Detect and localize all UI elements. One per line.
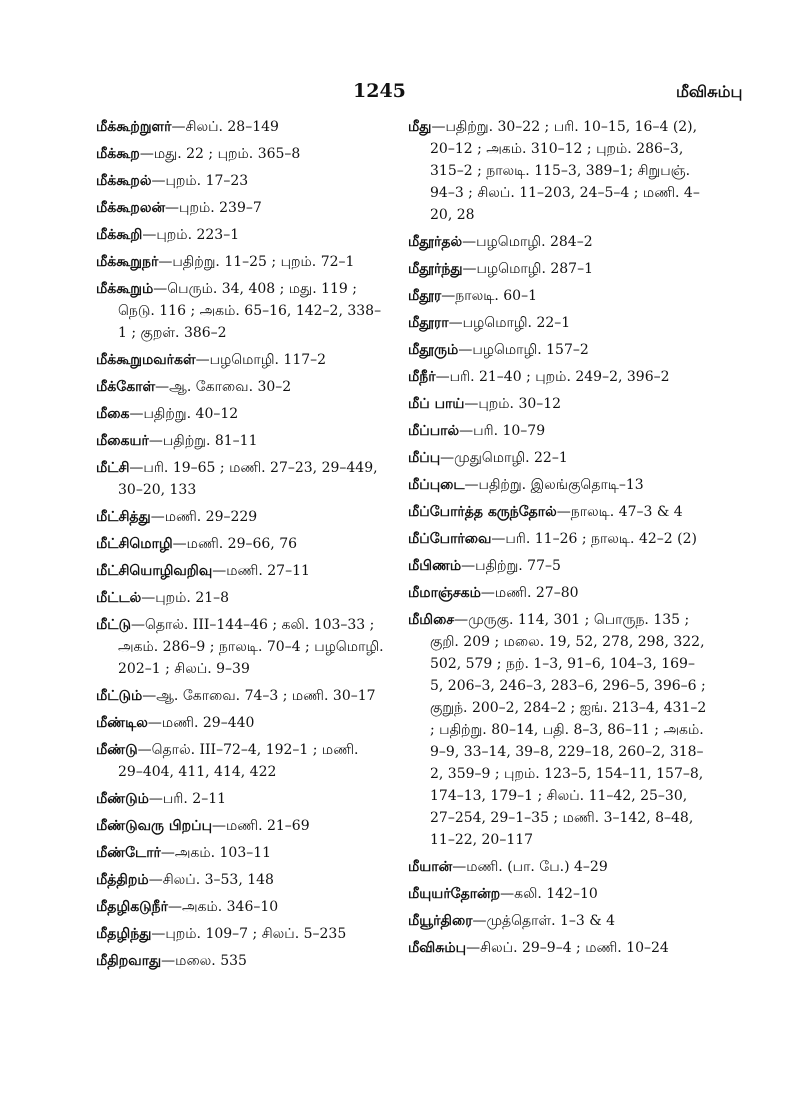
- index-entry: [408, 231, 708, 253]
- entry-headword: மீக்கூறும்: [96, 281, 154, 297]
- entry-references: —புறம். 223–1: [142, 227, 240, 243]
- entry-headword: மீட்டு: [96, 617, 131, 633]
- index-entry: [408, 555, 708, 577]
- entry-references: —பதிற்று. 30–22 ; பரி. 10–15, 16–4 (2), 20–12 ; அகம். 310–12 ; புறம். 286–3, 315–2 ; நாலடி. 115–3, 389–1; சிறுபஞ். 94–3 ; சிலப். 11–203, 24–5–4 ; மணி. 4–20, 28: [430, 119, 700, 223]
- entry-headword: மீதூரும்: [408, 342, 459, 358]
- entry-headword: மீட்சிமொழி: [96, 536, 173, 552]
- entry-references: —மணி. 27–11: [212, 563, 310, 579]
- index-entry: [96, 685, 386, 707]
- index-entry: [408, 474, 708, 496]
- entry-headword: மீப்பால்: [408, 423, 460, 439]
- entry-references: —பழமொழி. 287–1: [462, 261, 593, 277]
- entry-references: —பதிற்று. 40–12: [129, 406, 239, 422]
- entry-references: —பெரும். 34, 408 ; மது. 119 ; நெடு. 116 ; அகம். 65–16, 142–2, 338–1 ; குறள். 386–2: [118, 281, 382, 341]
- index-entry: [96, 560, 386, 582]
- entry-references: —புறம். 239–7: [165, 200, 262, 216]
- index-entry: [408, 582, 708, 604]
- entry-headword: மீண்டும்: [96, 791, 149, 807]
- index-entry: [96, 197, 386, 219]
- index-entry: [96, 614, 386, 680]
- entry-headword: மீண்டுவரு பிறப்பு: [96, 818, 212, 834]
- entry-references: —மணி. 29–440: [147, 715, 255, 731]
- index-entry: [408, 528, 708, 550]
- index-entry: [96, 712, 386, 734]
- index-entry: [96, 224, 386, 246]
- index-entry: [408, 420, 708, 442]
- entry-references: —தொல். III–144–46 ; கலி. 103–33 ; அகம். 286–9 ; நாலடி. 70–4 ; பழமொழி. 202–1 ; சிலப். 9–39: [118, 617, 384, 677]
- entry-references: —முதுமொழி. 22–1: [440, 450, 568, 466]
- index-entry: [96, 376, 386, 398]
- index-entry: [408, 258, 708, 280]
- entry-headword: மீப்புடை: [408, 477, 465, 493]
- index-entry: [96, 251, 386, 273]
- entry-references: —அகம். 346–10: [167, 899, 279, 915]
- entry-headword: மீதூரா: [408, 315, 449, 331]
- entry-references: —புறம். 17–23: [151, 173, 249, 189]
- index-entry: [96, 739, 386, 783]
- entry-headword: மீட்சியொழிவறிவு: [96, 563, 213, 579]
- index-entry: [96, 457, 386, 501]
- index-entry: [96, 349, 386, 371]
- index-entry: [96, 278, 386, 344]
- entry-headword: மீப்போர்வை: [408, 531, 492, 547]
- index-entry: [408, 366, 708, 388]
- index-entry: [408, 312, 708, 334]
- entry-headword: மீட்சித்து: [96, 509, 151, 525]
- entry-headword: மீக்கோள்: [96, 379, 156, 395]
- entry-references: —பதிற்று. இலங்குதொடி–13: [464, 477, 644, 493]
- index-entry: [408, 285, 708, 307]
- entry-headword: மீப்போர்த்த கருந்தோல்: [408, 504, 557, 520]
- index-entry: [96, 869, 386, 891]
- entry-headword: மீபிணம்: [408, 558, 462, 574]
- entry-headword: மீவிசும்பு: [408, 940, 467, 956]
- entry-headword: மீநீர்: [408, 369, 436, 385]
- entry-headword: மீப் பாய்: [408, 396, 465, 412]
- index-entry: [408, 393, 708, 415]
- entry-references: —கலி. 142–10: [500, 886, 598, 902]
- entry-references: —பரி. 10–79: [459, 423, 546, 439]
- running-head: மீவிசும்பு: [676, 82, 743, 101]
- entry-references: —பதிற்று. 77–5: [461, 558, 561, 574]
- entry-references: —அகம். 103–11: [160, 845, 272, 861]
- index-entry: [408, 883, 708, 905]
- entry-references: —மணி. 27–80: [480, 585, 579, 601]
- entry-references: —மணி. 29–229: [150, 509, 258, 525]
- entry-references: —புறம். 109–7 ; சிலப். 5–235: [151, 926, 347, 942]
- left-column: [96, 116, 386, 977]
- entry-headword: மீப்பு: [408, 450, 441, 466]
- entry-headword: மீக்கூற்றுளர்: [96, 119, 172, 135]
- entry-headword: மீயுயர்தோன்ற: [408, 886, 501, 902]
- entry-references: —ஆ. கோவை. 74–3 ; மணி. 30–17: [142, 688, 376, 704]
- entry-headword: மீது: [408, 119, 432, 135]
- entry-references: —பழமொழி. 117–2: [195, 352, 327, 368]
- entry-references: —மணி. 21–69: [212, 818, 310, 834]
- entry-headword: மீண்டு: [96, 742, 138, 758]
- entry-headword: மீட்டல்: [96, 590, 142, 606]
- index-entry: [408, 937, 708, 959]
- entry-headword: மீயூர்திரை: [408, 913, 473, 929]
- index-entry: [408, 501, 708, 523]
- page-number: 1245: [353, 80, 406, 102]
- index-entry: [96, 788, 386, 810]
- entry-references: —பழமொழி. 284–2: [462, 234, 593, 250]
- entry-references: —ஆ. கோவை. 30–2: [155, 379, 292, 395]
- entry-headword: மீமாஞ்சகம்: [408, 585, 481, 601]
- entry-references: —மலை. 535: [161, 953, 247, 969]
- entry-headword: மீக்கூறுமவர்கள்: [96, 352, 196, 368]
- entry-headword: மீயான்: [408, 859, 453, 875]
- index-entry: [96, 950, 386, 972]
- entry-references: —பரி. 19–65 ; மணி. 27–23, 29–449, 30–20, 133: [118, 460, 378, 498]
- entry-references: —முத்தொள். 1–3 & 4: [472, 913, 616, 929]
- index-entry: [408, 339, 708, 361]
- index-entry: [96, 815, 386, 837]
- index-entry: [96, 896, 386, 918]
- entry-references: —தொல். III–72–4, 192–1 ; மணி. 29–404, 411, 414, 422: [118, 742, 359, 780]
- index-entry: [96, 923, 386, 945]
- index-entry: [408, 856, 708, 878]
- entry-headword: மீதழிந்து: [96, 926, 152, 942]
- entry-references: —சிலப். 28–149: [171, 119, 279, 135]
- index-entry: [96, 170, 386, 192]
- entry-headword: மீத்திறம்: [96, 872, 149, 888]
- entry-headword: மீக்கூறல்: [96, 173, 152, 189]
- entry-headword: மீதூர்தல்: [408, 234, 463, 250]
- entry-references: —பரி. 21–40 ; புறம். 249–2, 396–2: [435, 369, 670, 385]
- entry-headword: மீக்கூறுநர்: [96, 254, 159, 270]
- index-entry: [408, 910, 708, 932]
- entry-headword: மீகையர்: [96, 433, 149, 449]
- entry-headword: மீதிறவாது: [96, 953, 162, 969]
- entry-references: —புறம். 21–8: [141, 590, 230, 606]
- entry-references: —மணி. (பா. பே.) 4–29: [452, 859, 608, 875]
- entry-references: —சிலப். 3–53, 148: [148, 872, 274, 888]
- entry-references: —பதிற்று. 81–11: [148, 433, 258, 449]
- entry-references: —பரி. 2–11: [148, 791, 227, 807]
- index-entry: [96, 842, 386, 864]
- entry-references: —பரி. 11–26 ; நாலடி. 42–2 (2): [491, 531, 697, 547]
- entry-references: —முருகு. 114, 301 ; பொருந. 135 ; குறி. 209 ; மலை. 19, 52, 278, 298, 322, 502, 579 ; நற். 1–3, 91–6, 104–3, 169–5, 206–3, 246–3, 283–6, 296–5, 396–6 ; குறுந். 200–2, 284–2 ; ஐங். 213–4, 431–2 ; பதிற்று. 80–14, பதி. 8–3, 86–11 ; அகம். 9–9, 33–14, 39–8, 229–18, 260–2, 318–2, 359–9 ; புறம். 123–5, 154–11, 157–8, 174–13, 179–1 ; சிலப். 11–42, 25–30, 27–254, 29–1–35 ; மணி. 3–142, 8–48, 11–22, 20–117: [430, 612, 707, 848]
- index-entry: [96, 403, 386, 425]
- entry-headword: மீமிசை: [408, 612, 455, 628]
- entry-headword: மீட்டும்: [96, 688, 143, 704]
- entry-references: —பழமொழி. 22–1: [448, 315, 571, 331]
- entry-headword: மீக்கூற: [96, 146, 140, 162]
- index-entry: [408, 116, 708, 226]
- entry-references: —பழமொழி. 157–2: [458, 342, 589, 358]
- entry-references: —மணி. 29–66, 76: [172, 536, 298, 552]
- entry-references: —புறம். 30–12: [464, 396, 562, 412]
- right-column: [408, 116, 708, 964]
- index-entry: [96, 143, 386, 165]
- entry-references: —மது. 22 ; புறம். 365–8: [139, 146, 301, 162]
- index-entry: [96, 533, 386, 555]
- entry-headword: மீட்சி: [96, 460, 130, 476]
- index-entry: [96, 506, 386, 528]
- entry-headword: மீக்கூறி: [96, 227, 143, 243]
- index-entry: [408, 447, 708, 469]
- index-entry: [96, 116, 386, 138]
- entry-headword: மீதூர்ந்து: [408, 261, 463, 277]
- entry-headword: மீதழிகடுநீர்: [96, 899, 168, 915]
- entry-headword: மீதூர: [408, 288, 442, 304]
- entry-headword: மீண்டோர்: [96, 845, 161, 861]
- entry-headword: மீக்கூறலன்: [96, 200, 166, 216]
- entry-references: —நாலடி. 60–1: [441, 288, 537, 304]
- index-entry: [96, 587, 386, 609]
- entry-references: —நாலடி. 47–3 & 4: [556, 504, 683, 520]
- entry-headword: மீகை: [96, 406, 130, 422]
- entry-headword: மீண்டில: [96, 715, 148, 731]
- entry-references: —சிலப். 29–9–4 ; மணி. 10–24: [466, 940, 669, 956]
- index-entry: [408, 609, 708, 851]
- entry-references: —பதிற்று. 11–25 ; புறம். 72–1: [158, 254, 355, 270]
- index-entry: [96, 430, 386, 452]
